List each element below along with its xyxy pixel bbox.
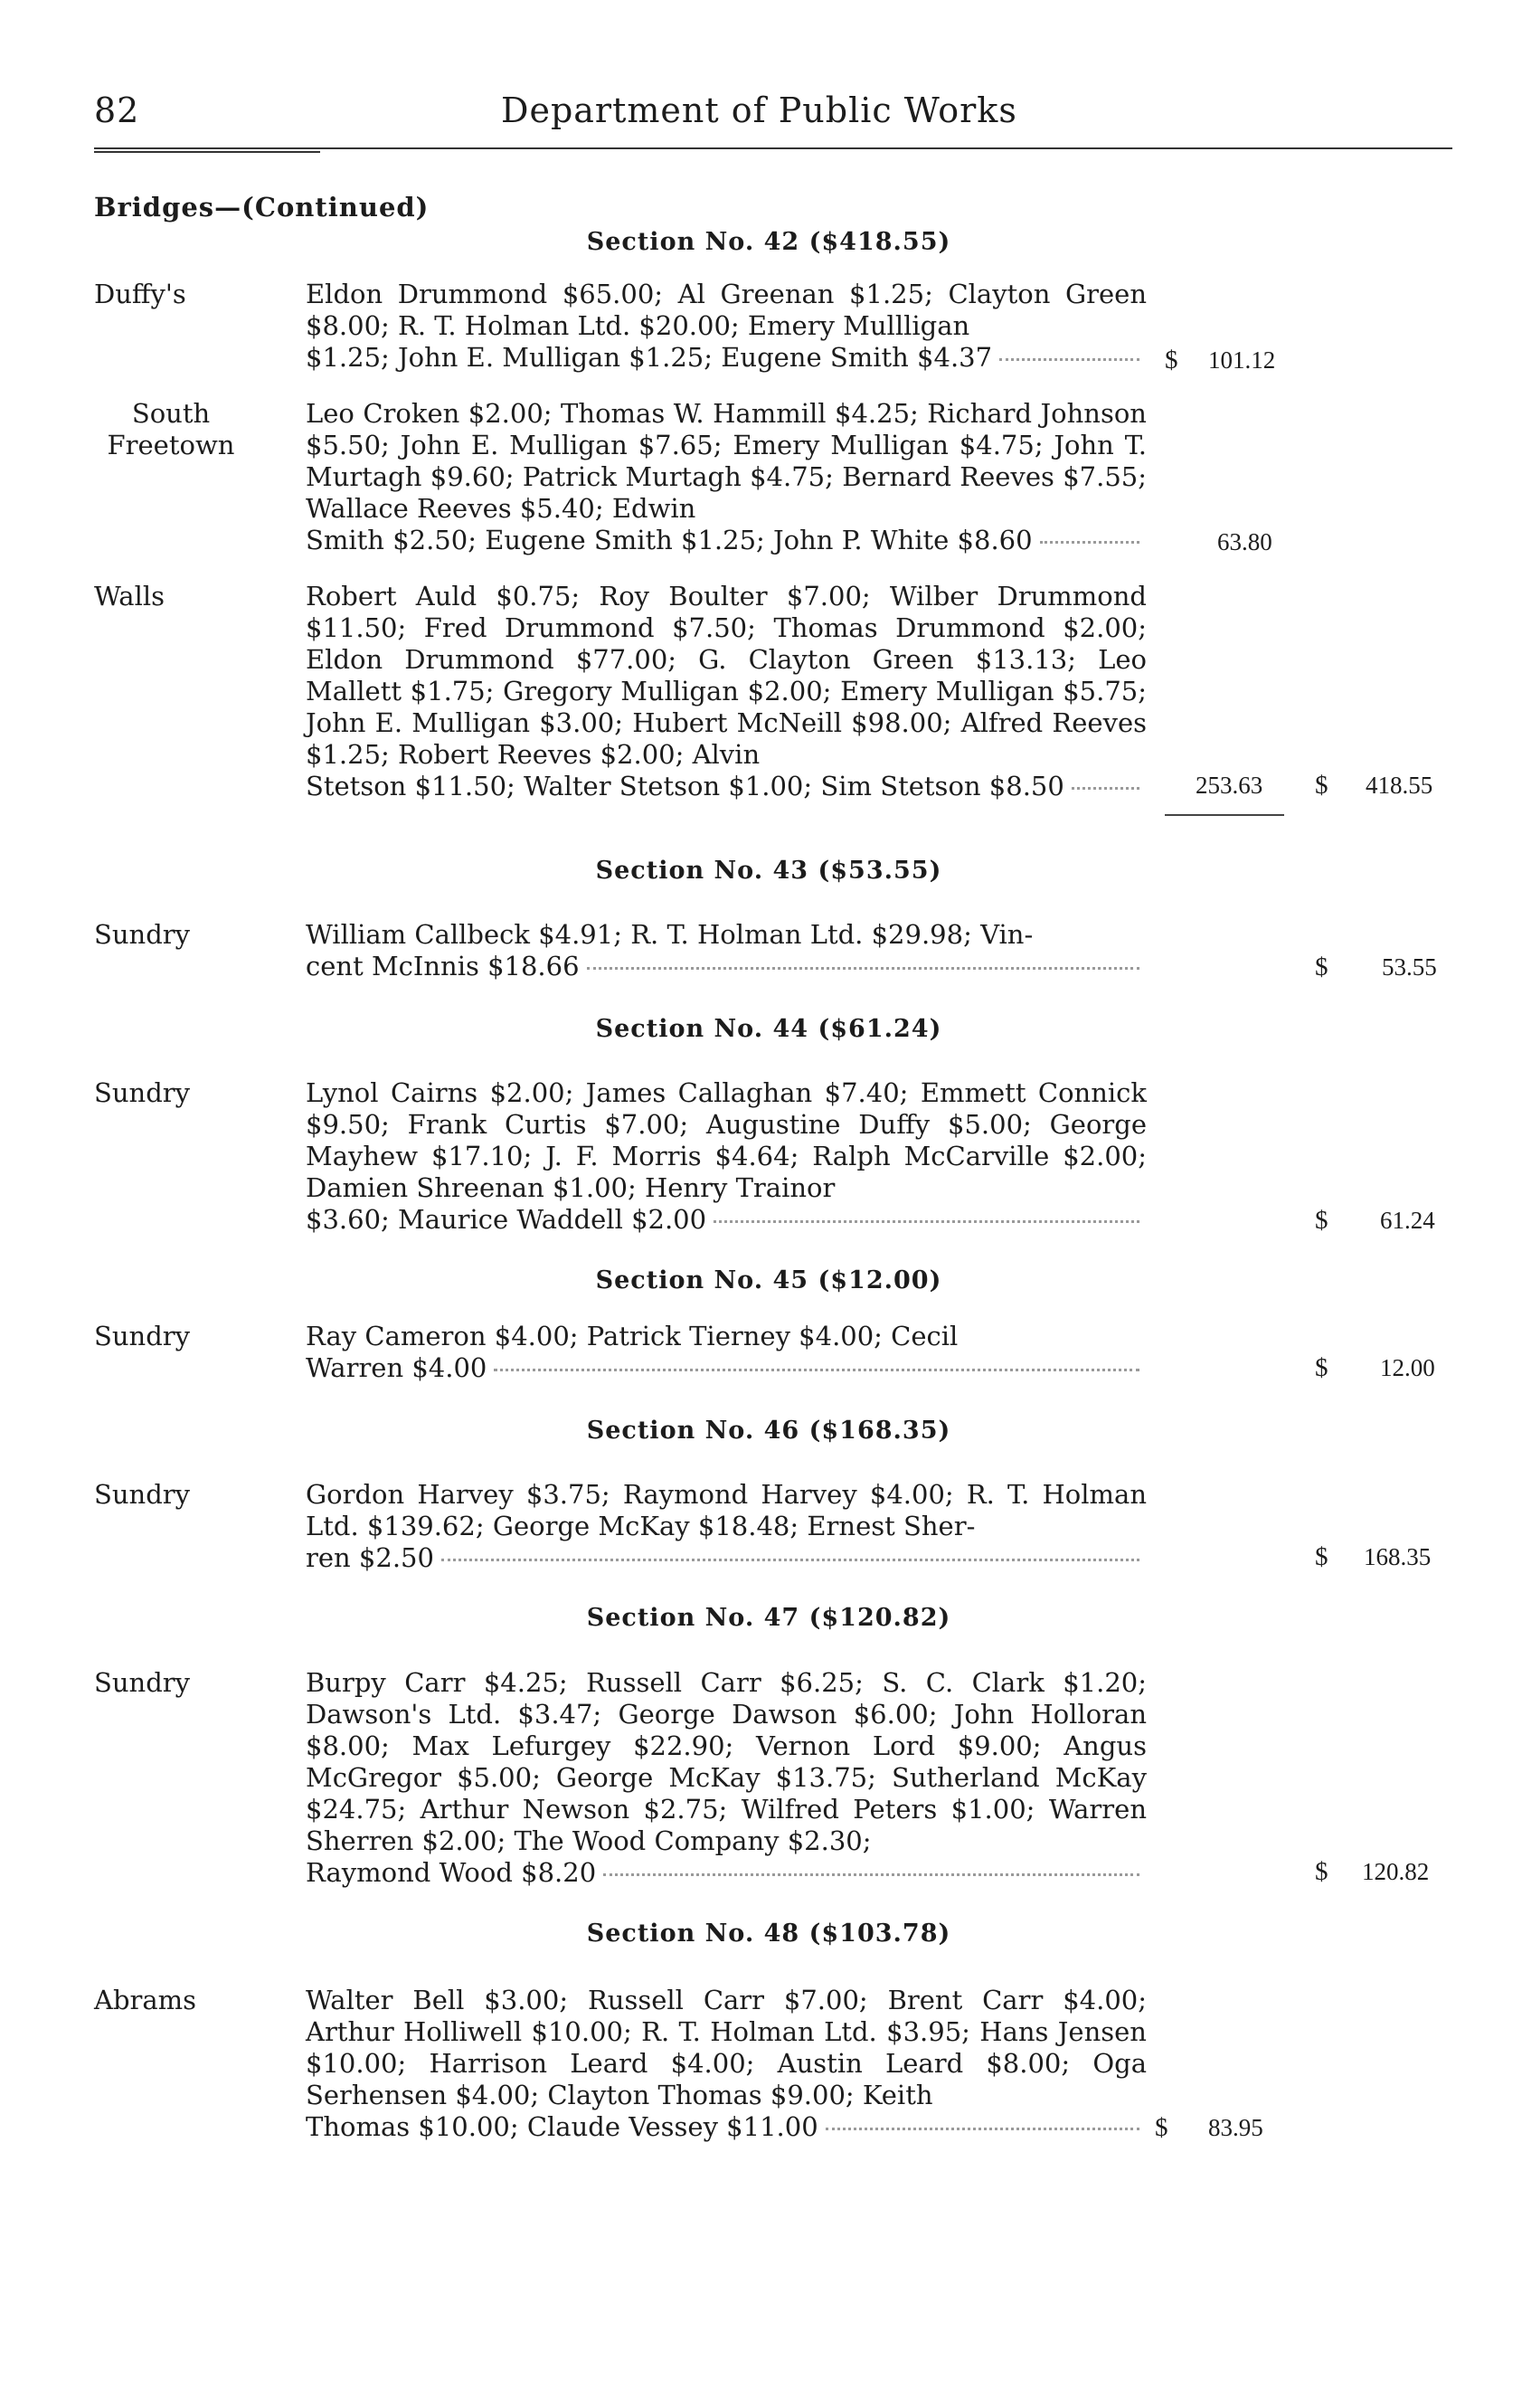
entry-last-line [306,1857,1147,1889]
entry-last-line [306,1542,1147,1574]
subtotal-dollar-sign: $ [1155,2113,1168,2142]
entry-last-line-text: Stetson $11.50; Walter Stetson $1.00; Sim Stetson $8.50 [306,771,1064,801]
total-dollar-sign: $ [1315,953,1328,981]
locality-line: Freetown [107,430,235,460]
subtotal-amount: 83.95 [1208,2114,1263,2141]
leader-dots [494,1368,1139,1371]
page-header [94,90,1452,145]
header-rule [94,147,1452,149]
total-dollar-sign: $ [1315,1857,1328,1886]
locality-label: Walls [94,581,165,611]
locality-label: Abrams [94,1985,197,2015]
leader-dots [587,966,1139,970]
locality-label [94,398,248,461]
section-total: 12.00 [1380,1354,1435,1381]
leader-dots [999,357,1139,361]
locality-label: Sundry [94,1667,191,1698]
entry-body: Burpy Carr $4.25; Russell Carr $6.25; S. C. Clark $1.20; Dawson's Ltd. $3.47; George Dawson $6.00; John Holloran $8.00; Max Lefurgey $22.90; Vernon Lord $9.00; Angus McGregor $5.00; George McKay $13.75; Sutherland McKay $24.75; Arthur Newson $2.75; Wilfred Peters $1.00; Warren Sherren $2.00; The Wood Company $2.30; [306,1667,1147,1856]
entry-text [306,1077,1147,1236]
entry-text [306,1321,1147,1384]
entry-last-line-text: Warren $4.00 [306,1352,487,1383]
section-total: 418.55 [1366,772,1433,799]
header-rule-short [94,151,320,153]
entry-text [306,398,1147,556]
locality-label: Sundry [94,1077,191,1108]
entry-last-line [306,525,1147,556]
entry-last-line [306,1352,1147,1384]
entry-last-line-text: Thomas $10.00; Claude Vessey $11.00 [306,2111,818,2142]
section-total: 53.55 [1382,953,1437,981]
total-dollar-sign: $ [1315,771,1328,800]
leader-dots [714,1219,1139,1223]
entry-last-line-text: Raymond Wood $8.20 [306,1857,597,1888]
section-title: Section No. 48 ($103.78) [586,1920,951,1948]
section-title: Section No. 46 ($168.35) [586,1417,951,1445]
section-total: 61.24 [1380,1207,1435,1234]
entry-text [306,1985,1147,2143]
leader-dots [1040,540,1139,544]
section-title: Section No. 45 ($12.00) [595,1266,942,1294]
section-total: 120.82 [1362,1858,1430,1885]
entry-body: William Callbeck $4.91; R. T. Holman Ltd. $29.98; Vin- [306,919,1034,950]
subtotal-amount: 101.12 [1208,346,1276,374]
section-title: Section No. 43 ($53.55) [595,857,942,885]
locality-label: Duffy's [94,279,186,309]
entry-last-line [306,771,1147,802]
locality-label: Sundry [94,1479,191,1510]
section-title: Section No. 42 ($418.55) [586,228,951,256]
entry-body: Eldon Drummond $65.00; Al Greenan $1.25; Clayton Green $8.00; R. T. Holman Ltd. $20.00; Emery Mullligan [306,279,1147,341]
running-title: Department of Public Works [501,90,1017,130]
entry-body: Robert Auld $0.75; Roy Boulter $7.00; Wilber Drummond $11.50; Fred Drummond $7.50; Thomas Drummond $2.00; Eldon Drummond $77.00; G. Clayton Green $13.13; Leo Mallett $1.75; Gregory Mulligan $2.00; Emery Mulligan $5.75; John E. Mulligan $3.00; Hubert McNeill $98.00; Alfred Reeves $1.25; Robert Reeves $2.00; Alvin [306,581,1147,770]
continued-heading: Bridges—(Continued) [94,192,430,223]
locality-label: Sundry [94,1321,191,1351]
entry-last-line [306,951,1147,982]
subtotal-rule [1165,814,1284,816]
entry-body: Ray Cameron $4.00; Patrick Tierney $4.00; Cecil [306,1321,959,1351]
subtotal-amount: 63.80 [1217,528,1272,555]
subtotal-dollar-sign: $ [1165,346,1178,374]
entry-body: Gordon Harvey $3.75; Raymond Harvey $4.00; R. T. Holman Ltd. $139.62; George McKay $18.48; Ernest Sher- [306,1479,1147,1541]
leader-dots [441,1558,1139,1561]
entry-text [306,581,1147,802]
entry-last-line [306,342,1147,374]
entry-last-line [306,1204,1147,1236]
entry-text [306,1479,1147,1574]
entry-text [306,279,1147,374]
entry-last-line-text: cent McInnis $18.66 [306,951,580,981]
entry-last-line-text: $1.25; John E. Mulligan $1.25; Eugene Smith $4.37 [306,342,993,373]
entry-last-line [306,2111,1147,2143]
section-title: Section No. 47 ($120.82) [586,1604,951,1632]
entry-text [306,1667,1147,1889]
total-dollar-sign: $ [1315,1542,1328,1571]
entry-last-line-text: ren $2.50 [306,1542,434,1573]
page-number: 82 [94,90,140,130]
entry-text [306,919,1147,982]
leader-dots [603,1872,1139,1876]
entry-last-line-text: $3.60; Maurice Waddell $2.00 [306,1204,707,1235]
entry-last-line-text: Smith $2.50; Eugene Smith $1.25; John P. White $8.60 [306,525,1033,555]
leader-dots [1072,786,1139,790]
entry-body: Walter Bell $3.00; Russell Carr $7.00; Brent Carr $4.00; Arthur Holliwell $10.00; R. T. Holman Ltd. $3.95; Hans Jensen $10.00; Harrison Leard $4.00; Austin Leard $8.00; Oga Serhensen $4.00; Clayton Thomas $9.00; Keith [306,1985,1147,2110]
section-title: Section No. 44 ($61.24) [595,1015,942,1043]
entry-body: Lynol Cairns $2.00; James Callaghan $7.40; Emmett Connick $9.50; Frank Curtis $7.00; Augustine Duffy $5.00; George Mayhew $17.10; J. F. Morris $4.64; Ralph McCarville $2.00; Damien Shreenan $1.00; Henry Trainor [306,1077,1147,1203]
leader-dots [826,2127,1139,2130]
entry-body: Leo Croken $2.00; Thomas W. Hammill $4.25; Richard Johnson $5.50; John E. Mulligan $7.65; Emery Mulligan $4.75; John T. Murtagh $9.60; Patrick Murtagh $4.75; Bernard Reeves $7.55; Wallace Reeves $5.40; Edwin [306,398,1147,524]
total-dollar-sign: $ [1315,1353,1328,1382]
locality-line: South [131,398,211,429]
total-dollar-sign: $ [1315,1206,1328,1235]
locality-label: Sundry [94,919,191,950]
section-total: 168.35 [1364,1543,1432,1570]
subtotal-amount: 253.63 [1196,772,1263,799]
